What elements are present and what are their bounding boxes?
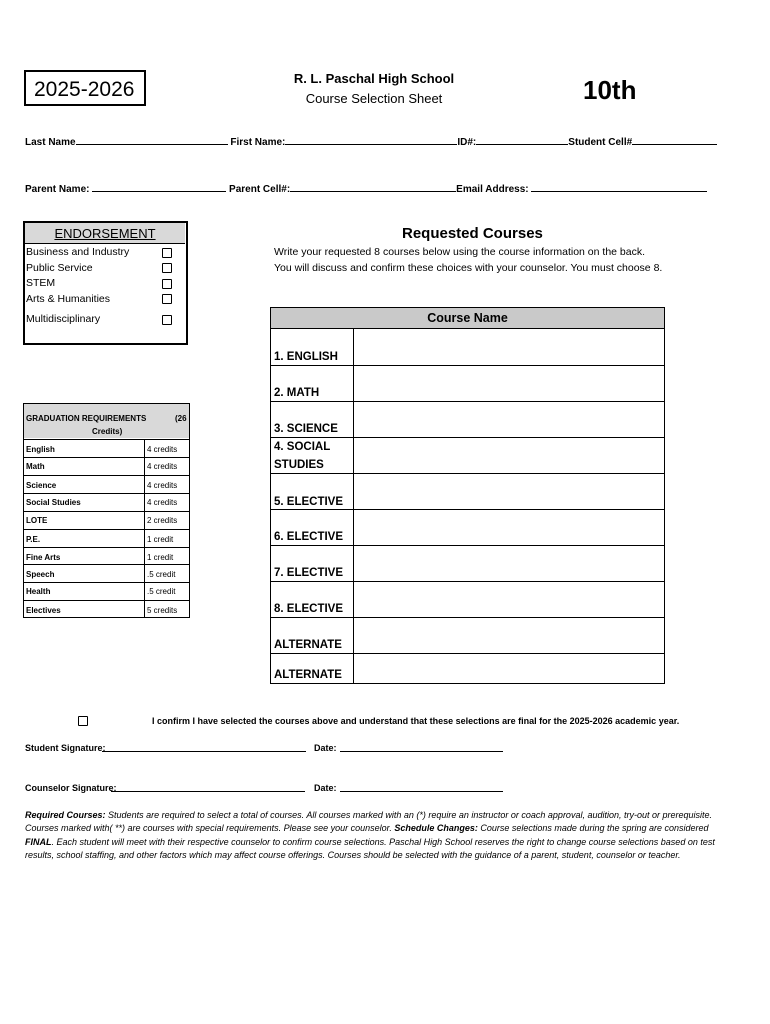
counselor-signature-field[interactable]	[111, 791, 305, 792]
grad-row-divider	[24, 564, 189, 565]
grad-subject: English	[26, 445, 55, 454]
grad-subject: LOTE	[26, 516, 48, 525]
grad-header-credits-line2: Credits)	[92, 427, 123, 436]
course-input-3[interactable]	[354, 402, 664, 437]
grad-credits: 4 credits	[147, 445, 178, 454]
grad-subject: Science	[26, 481, 57, 490]
counselor-date-field[interactable]	[340, 791, 503, 792]
course-input-7[interactable]	[354, 546, 664, 581]
parent-cell-field[interactable]	[290, 182, 456, 192]
grad-row-divider	[24, 600, 189, 601]
course-row-label: ALTERNATE	[274, 639, 342, 651]
endorsement-item: Public Service	[26, 262, 93, 274]
grad-credits: 2 credits	[147, 516, 178, 525]
last-name-field[interactable]	[76, 135, 228, 145]
course-row-label: ALTERNATE	[274, 669, 342, 681]
grad-column-divider	[144, 439, 145, 617]
id-field[interactable]	[476, 135, 568, 145]
requested-instructions-line1: Write your requested 8 courses below using the course information on the back.	[274, 246, 646, 258]
email-label: Email Address:	[456, 184, 529, 195]
final-word: FINAL	[25, 836, 52, 847]
sheet-title: Course Selection Sheet	[305, 91, 443, 106]
grad-row-divider	[24, 457, 189, 458]
course-row-label: 8. ELECTIVE	[274, 603, 344, 615]
grad-subject: Fine Arts	[26, 553, 61, 562]
endorsement-item: Multidisciplinary	[26, 313, 101, 325]
student-date-label: Date:	[314, 743, 337, 753]
course-input-8[interactable]	[354, 582, 664, 617]
course-input-1[interactable]	[354, 329, 664, 365]
schedule-changes-text: Course selections made during the spring are considered	[480, 823, 709, 834]
course-name-header: Course Name	[271, 308, 664, 329]
first-name-label: First Name:	[230, 137, 286, 148]
endorsement-item: Arts & Humanities	[26, 293, 111, 305]
grad-row-divider	[24, 493, 189, 494]
grad-credits: .5 credit	[147, 570, 176, 579]
course-input-5[interactable]	[354, 474, 664, 509]
grad-credits: 4 credits	[147, 481, 178, 490]
required-courses-text: Students are required to select a total of courses. All courses marked with an (*) require an instructor or coach approval, audition, try-out or prerequisite. Courses marked with( **) are courses with special requirements. Please see your counselor.	[25, 810, 713, 834]
student-info-row	[25, 135, 717, 148]
alternate-input-1[interactable]	[354, 618, 664, 653]
grad-row-divider	[24, 529, 189, 530]
parent-info-row	[25, 182, 707, 195]
endorsement-item: STEM	[26, 277, 56, 289]
student-signature-field[interactable]	[102, 751, 306, 752]
grad-credits: 1 credit	[147, 553, 174, 562]
grad-credits: 5 credits	[147, 606, 178, 615]
course-row-label: 3. SCIENCE	[274, 423, 338, 435]
confirm-statement: I confirm I have selected the courses above and understand that these selections are final for the 2025-2026 academic year.	[152, 716, 680, 726]
student-date-field[interactable]	[340, 751, 503, 752]
course-row-label-cont: STUDIES	[274, 459, 324, 471]
course-input-6[interactable]	[354, 510, 664, 545]
student-signature-label: Student Signature:	[25, 743, 106, 753]
student-cell-label: Student Cell#	[568, 137, 633, 148]
student-signature-row	[25, 743, 106, 753]
grad-subject: Social Studies	[26, 498, 81, 507]
school-name: R. L. Paschal High School	[293, 71, 455, 86]
course-input-2[interactable]	[354, 366, 664, 401]
confirm-checkbox[interactable]	[78, 716, 88, 726]
required-courses-label: Required Courses:	[25, 810, 106, 820]
id-label: ID#:	[457, 137, 477, 148]
parent-cell-label: Parent Cell#:	[229, 184, 291, 195]
grad-subject: Electives	[26, 606, 61, 615]
counselor-date-label: Date:	[314, 783, 337, 793]
parent-name-field[interactable]	[92, 182, 226, 192]
graduation-requirements-header	[24, 404, 189, 438]
public-service-checkbox[interactable]	[162, 263, 172, 273]
stem-checkbox[interactable]	[162, 279, 172, 289]
course-row-label: 5. ELECTIVE	[274, 496, 344, 508]
grad-row-divider	[24, 582, 189, 583]
grad-subject: Math	[26, 462, 45, 471]
grad-header-title: GRADUATION REQUIREMENTS	[26, 414, 147, 423]
endorsement-item: Business and Industry	[26, 246, 130, 258]
grad-subject: Health	[26, 587, 51, 596]
arts-humanities-checkbox[interactable]	[162, 294, 172, 304]
course-row-label: 6. ELECTIVE	[274, 531, 344, 543]
school-year-box: 2025-2026	[24, 70, 146, 106]
notes-paragraph	[25, 809, 715, 862]
grad-credits: 1 credit	[147, 535, 174, 544]
grad-credits: 4 credits	[147, 462, 178, 471]
course-row-label: 1. ENGLISH	[274, 351, 338, 363]
student-date-row	[314, 743, 337, 753]
grad-credits: 4 credits	[147, 498, 178, 507]
grad-row-divider	[24, 475, 189, 476]
grad-credits: .5 credit	[147, 587, 176, 596]
business-industry-checkbox[interactable]	[162, 248, 172, 258]
requested-courses-title: Requested Courses	[402, 225, 543, 242]
student-cell-field[interactable]	[632, 135, 717, 145]
grad-row-divider	[24, 511, 189, 512]
counselor-signature-row	[25, 783, 117, 793]
counselor-date-row	[314, 783, 337, 793]
course-row-label: 2. MATH	[274, 387, 320, 399]
grad-subject: Speech	[26, 570, 55, 579]
schedule-changes-label: Schedule Changes:	[394, 823, 478, 834]
grad-subject: P.E.	[26, 535, 41, 544]
course-row-label: 7. ELECTIVE	[274, 567, 344, 579]
first-name-field[interactable]	[285, 135, 457, 145]
grade-label: 10th	[583, 75, 637, 105]
endorsement-title: ENDORSEMENT	[25, 223, 185, 244]
counselor-signature-label: Counselor Signature:	[25, 783, 117, 793]
email-field[interactable]	[531, 182, 707, 192]
course-row-label: 4. SOCIAL	[274, 441, 331, 453]
grad-header-credits: (26	[175, 414, 187, 423]
requested-instructions-line2: You will discuss and confirm these choices with your counselor. You must choose 8.	[274, 262, 663, 274]
grad-row-divider	[24, 439, 189, 440]
parent-name-label: Parent Name:	[25, 184, 90, 195]
multidisciplinary-checkbox[interactable]	[162, 315, 172, 325]
grad-row-divider	[24, 547, 189, 548]
last-name-label: Last Name	[25, 137, 76, 148]
course-input-4[interactable]	[354, 438, 664, 473]
schedule-changes-text-cont: . Each student will meet with their respective counselor to confirm course selections. Paschal High School reserves the right to change course selections based on test results, school staffing, and other factors which may affect course offerings. Courses should be selected with the guidance of a parent, student, counselor or teacher.	[25, 836, 715, 860]
alternate-input-2[interactable]	[354, 654, 664, 683]
